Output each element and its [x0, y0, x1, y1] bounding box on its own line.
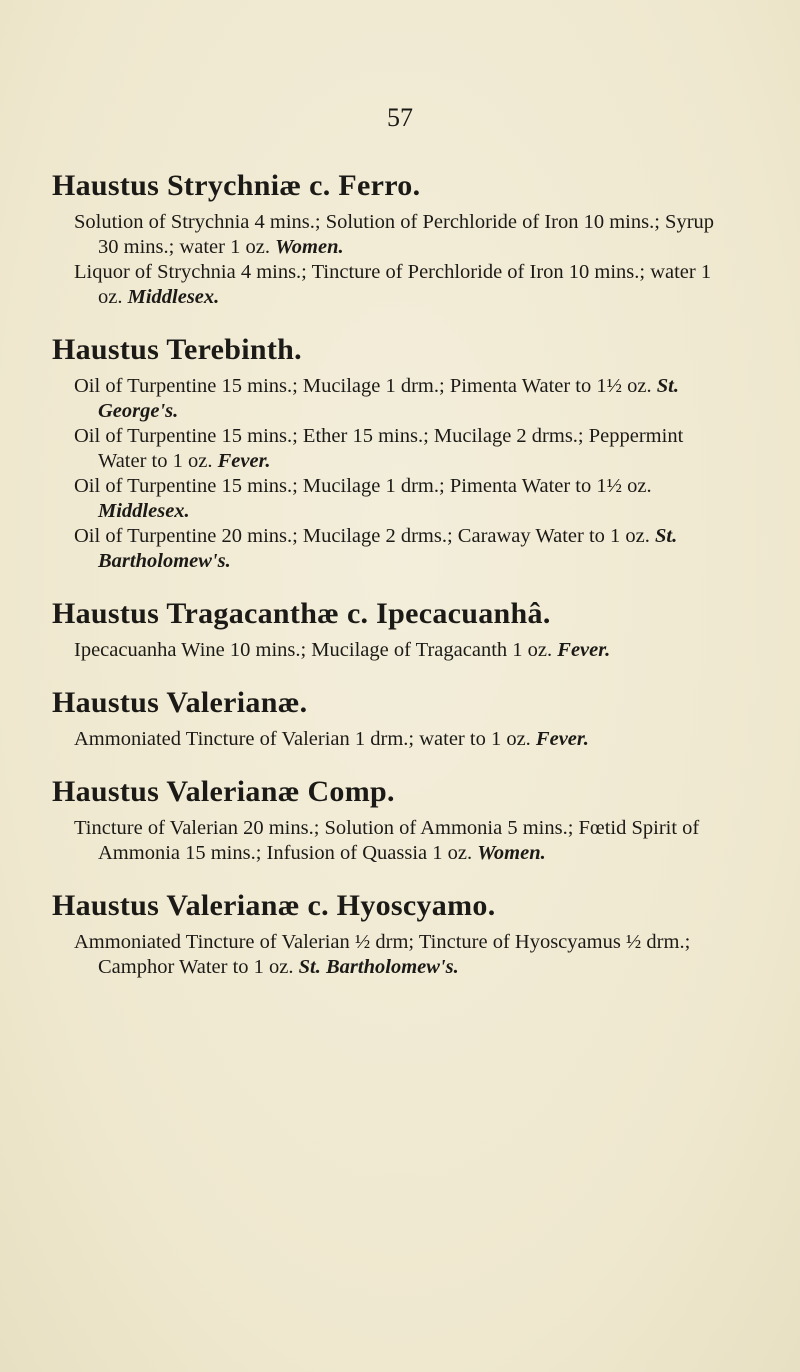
recipe-text: Oil of Turpentine 15 mins.; Mucilage 1 drm.; Pimenta Water to 1½ oz.: [74, 375, 652, 397]
recipe-text: Liquor of Strychnia 4 mins.; Tincture of Perchloride of Iron 10 mins.; water 1 oz.: [74, 261, 712, 308]
recipe-heading: Haustus Valerianæ Comp.: [52, 775, 395, 808]
recipe-text: Ammoniated Tincture of Valerian 1 drm.; water to 1 oz.: [74, 728, 531, 750]
recipe-source: Fever.: [217, 450, 271, 472]
recipe-text: Oil of Turpentine 15 mins.; Mucilage 1 drm.; Pimenta Water to 1½ oz.: [74, 475, 652, 497]
recipe-paragraph: [52, 638, 732, 663]
recipe-paragraph: [52, 260, 732, 310]
recipe-entry: [52, 596, 732, 663]
recipe-paragraph: [52, 524, 732, 574]
recipe-paragraph: [52, 727, 732, 752]
recipe-paragraph: [52, 930, 732, 980]
recipe-heading: Haustus Valerianæ c. Hyoscyamo.: [52, 889, 496, 922]
recipe-paragraph: [52, 210, 732, 260]
recipe-source: Women.: [477, 842, 546, 864]
recipe-heading: Haustus Tragacanthæ c. Ipecacuanhâ.: [52, 597, 551, 630]
recipe-text: Solution of Strychnia 4 mins.; Solution of Perchloride of Iron 10 mins.; Syrup 30 mins.; water 1 oz.: [74, 211, 715, 258]
recipe-text: Ipecacuanha Wine 10 mins.; Mucilage of Tragacanth 1 oz.: [74, 639, 553, 661]
recipe-entry: [52, 774, 732, 866]
recipe-entry: [52, 168, 732, 310]
page-number: 57: [387, 103, 413, 132]
recipe-source: Fever.: [557, 639, 611, 661]
recipe-source: St. Bartholomew's.: [98, 525, 678, 572]
recipe-text: Oil of Turpentine 15 mins.; Ether 15 mins.; Mucilage 2 drms.; Peppermint Water to 1 oz.: [74, 425, 684, 472]
recipe-source: Middlesex.: [98, 500, 190, 522]
recipe-entry: [52, 332, 732, 574]
recipe-heading: Haustus Valerianæ.: [52, 686, 308, 719]
recipe-paragraph: [52, 374, 732, 424]
recipe-entry: [52, 888, 732, 980]
recipe-source: Fever.: [535, 728, 589, 750]
recipe-heading: Haustus Strychniæ c. Ferro.: [52, 169, 421, 202]
recipe-paragraph: [52, 424, 732, 474]
recipe-text: Oil of Turpentine 20 mins.; Mucilage 2 drms.; Caraway Water to 1 oz.: [74, 525, 650, 547]
recipe-text: Tincture of Valerian 20 mins.; Solution of Ammonia 5 mins.; Fœtid Spirit of Ammonia 15 mins.; Infusion of Quassia 1 oz.: [74, 817, 700, 864]
recipe-heading: Haustus Terebinth.: [52, 333, 302, 366]
recipe-paragraph: [52, 474, 732, 524]
recipe-source: Middlesex.: [127, 286, 220, 308]
recipe-text: Ammoniated Tincture of Valerian ½ drm; Tincture of Hyoscyamus ½ drm.; Camphor Water to 1 oz.: [74, 931, 691, 978]
recipe-source: Women.: [275, 236, 344, 258]
recipe-list: [52, 168, 732, 1002]
recipe-source: St. George's.: [98, 375, 679, 422]
recipe-entry: [52, 685, 732, 752]
recipe-source: St. Bartholomew's.: [298, 956, 459, 978]
recipe-paragraph: [52, 816, 732, 866]
